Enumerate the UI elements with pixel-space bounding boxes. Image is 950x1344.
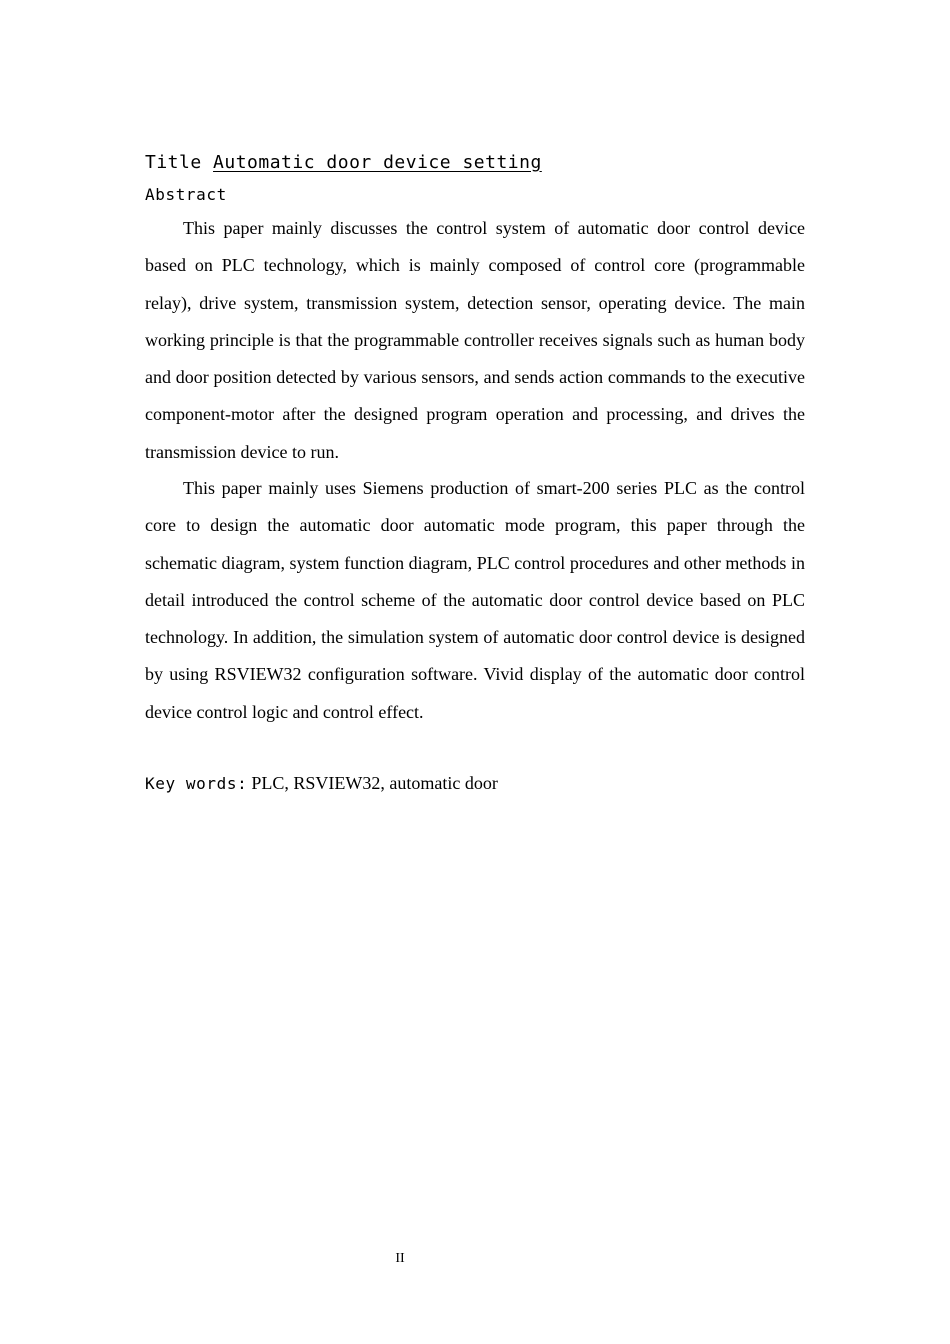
keywords-separator: : (237, 774, 248, 793)
keywords-label: Key words (145, 774, 238, 793)
abstract-paragraph-1: This paper mainly discusses the control system of automatic door control device based on PLC technology, which is mainly composed of control core (programmable relay), drive system, transmission system, detection sensor, operating device. The main working principle is that the programmable controller receives signals such as human body and door position detected by various sensors, and sends action commands to the executive component-motor after the designed program operation and processing, and drives the transmission device to run. (145, 218, 805, 462)
title-value: Automatic door device setting (213, 152, 542, 173)
title-label: Title (145, 152, 202, 173)
abstract-paragraph-2: This paper mainly uses Siemens production of smart-200 series PLC as the control core to design the automatic door automatic mode program, this paper through the schematic diagram, system function diagram, PLC control procedures and other methods in detail introduced the control scheme of the automatic door control device based on PLC technology. In addition, the simulation system of automatic door control device is designed by using RSVIEW32 configuration software. Vivid display of the automatic door control device control logic and control effect. (145, 478, 805, 722)
thesis-title (145, 152, 542, 173)
keywords-value: PLC, RSVIEW32, automatic door (251, 773, 498, 793)
abstract-heading: Abstract (145, 185, 227, 204)
page-number: II (395, 1251, 405, 1266)
keywords-line (145, 773, 498, 794)
